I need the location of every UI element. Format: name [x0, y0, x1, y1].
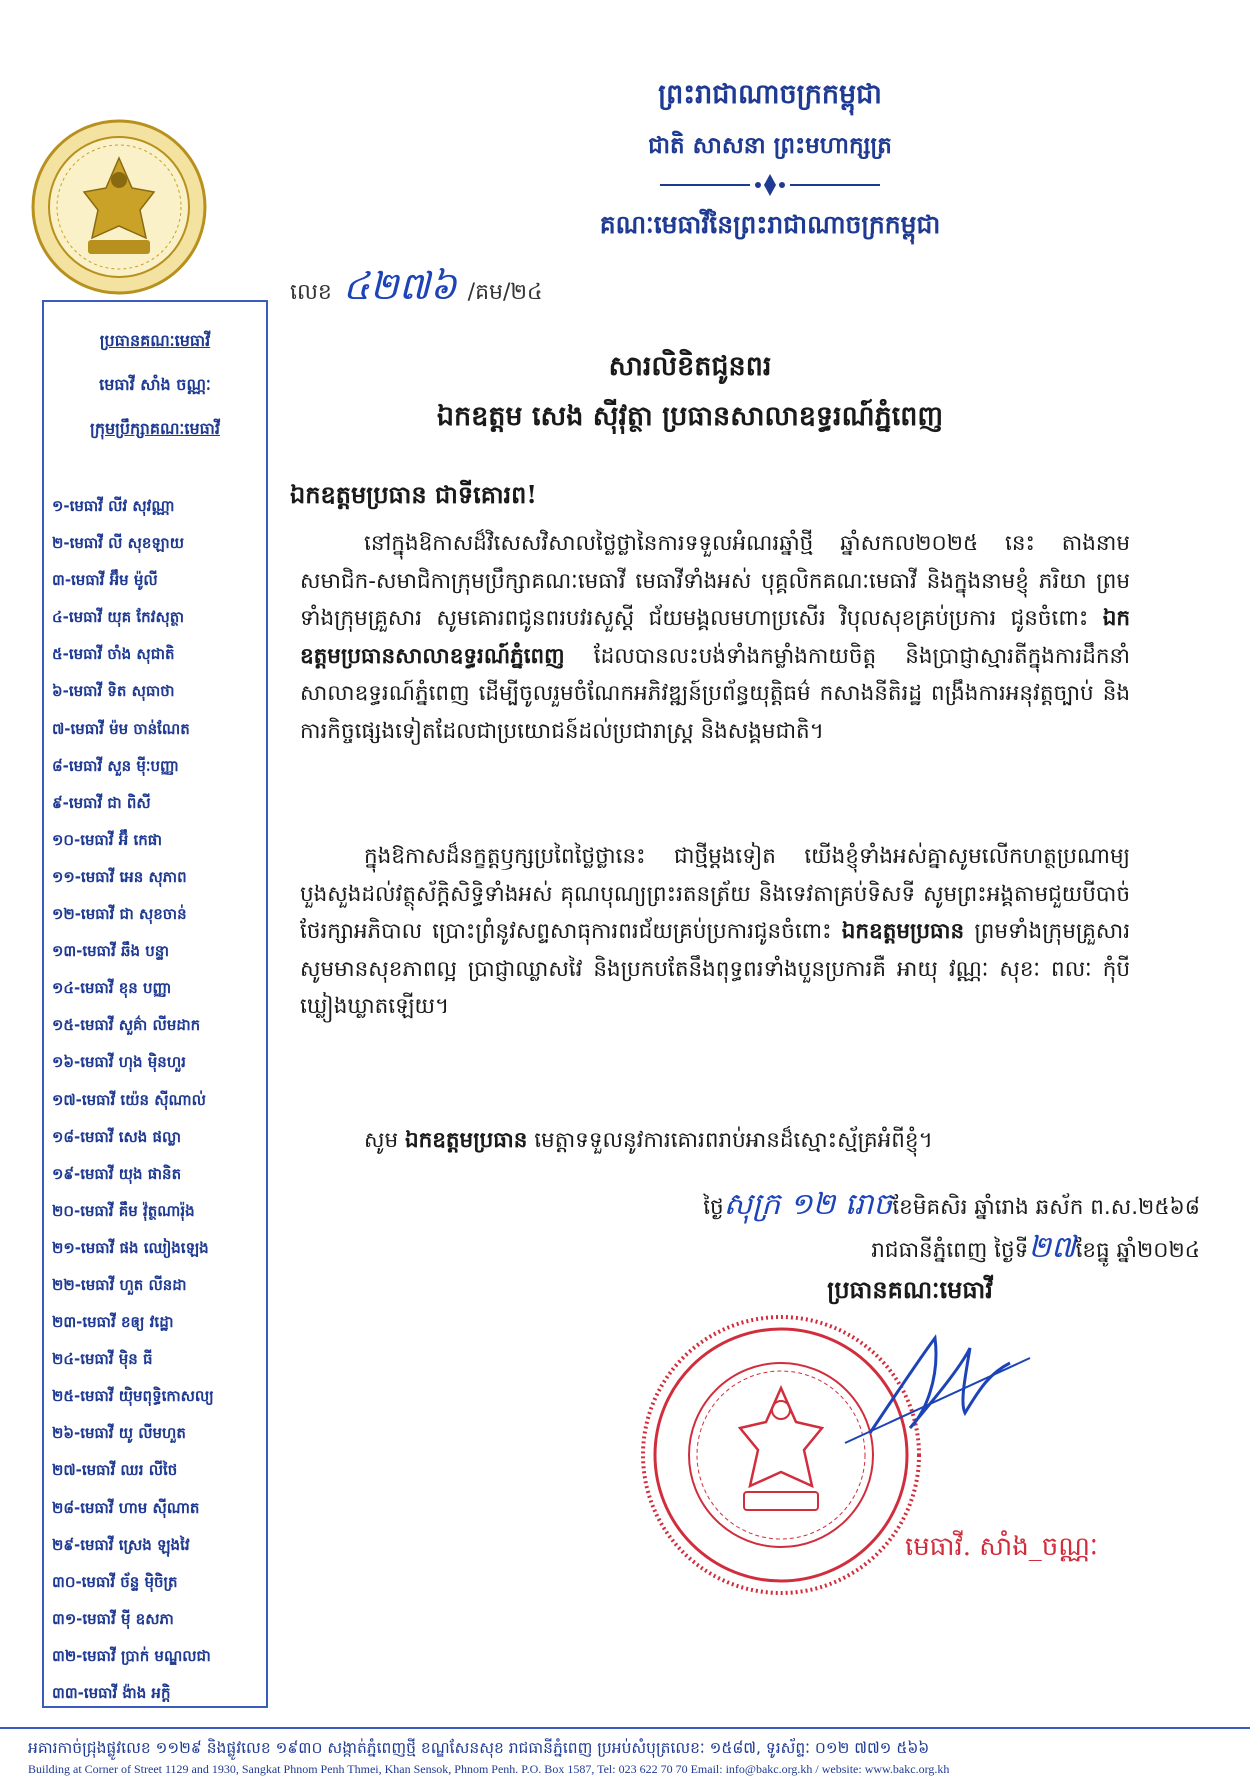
- council-member: ២៦-មេធាវី យូ លីមហួត: [52, 1424, 186, 1443]
- council-member: ២-មេធាវី លី សុខឡាយ: [52, 534, 185, 553]
- council-member-list: [52, 488, 268, 1712]
- kingdom-title: ព្រះរាជាណាចក្រកម្ពុជា: [658, 79, 882, 110]
- council-member: ៧-មេធាវី ម៉ម ចាន់ណែត: [52, 719, 190, 738]
- council-sidebar: [42, 300, 268, 1708]
- p3-text-b: មេត្តាទទួលនូវការគោរពរាប់អានដ៏ស្មោះស្ម័គ្រអំពីខ្ញុំ។: [534, 1128, 933, 1153]
- signer-name: មេធាវី. សាំង_ចណ្ណៈ: [905, 1532, 1098, 1562]
- organization-name: គណៈមេធាវីនៃព្រះរាជាណាចក្រកម្ពុជា: [599, 210, 941, 239]
- ref-suffix: /គម/២៤: [467, 280, 543, 305]
- council-member: ២២-មេធាវី ហួត លីនដា: [52, 1275, 187, 1294]
- council-member: ៣២-មេធាវី ប្រាក់ មណ្ឌលជា: [52, 1646, 211, 1665]
- handwritten-signature-icon: [840, 1318, 1040, 1448]
- salutation: ឯកឧត្តមប្រធាន ជាទីគោរព!: [290, 480, 537, 509]
- p1-bold: ឯកឧត្តមប្រធានសាលាឧទ្ធរណ៍ភ្នំពេញ: [300, 606, 1130, 669]
- council-heading: ក្រុមប្រឹក្សាគណៈមេធាវី: [90, 419, 220, 438]
- council-member: ៣-មេធាវី អ៊ឹម ម៉ូលី: [52, 571, 158, 590]
- p3-bold: ឯកឧត្តមប្រធាន: [404, 1128, 528, 1153]
- president-heading: ប្រធានគណៈមេធាវី: [99, 331, 211, 350]
- council-member: ១-មេធាវី លីវ សុវណ្ណា: [52, 497, 175, 515]
- national-motto: ជាតិ សាសនា ព្រះមហាក្សត្រ: [648, 132, 892, 159]
- p2-text-a: ក្នុងឱកាសដ៏នក្ខត្តឫក្សប្រពៃថ្លៃថ្លានេះ ជាថ្មីម្តងទៀត យើងខ្ញុំទាំងអស់គ្នាសូមលើកហត្ថប្រណាម្យបួងសួងដល់វត្ថុស័ក្តិសិទ្ធិទាំងអស់ គុណបុណ្យព្រះរតនត្រ័យ និងទេវតាគ្រប់ទិសទី សូមព្រះអង្គតាមជួយបីបាច់ថែរក្សាអភិបាល ប្រោះព្រំនូវសព្ទសាធុការពរជ័យគ្រប់ប្រការជូនចំពោះ: [300, 844, 1130, 944]
- letter-recipient: ឯកឧត្តម សេង ស៊ីវុត្ថា ប្រធានសាលាឧទ្ធរណ៍ភ្នំពេញ: [436, 401, 944, 432]
- council-member: ៥-មេធាវី ចាំង សុជាតិ: [52, 645, 175, 664]
- council-member: ១៦-មេធាវី ហុង ម៉ិនហួរ: [52, 1053, 186, 1072]
- p1-text-a: នៅក្នុងឱកាសដ៏វិសេសវិសាលថ្លៃថ្លានៃការទទួលអំណរឆ្នាំថ្មី ឆ្នាំសកល២០២៥ នេះ តាងនាមសមាជិក-សមាជិកាក្រុមប្រឹក្សាគណៈមេធាវី មេធាវីទាំងអស់ បុគ្គលិកគណៈមេធាវី និងក្នុងនាមខ្ញុំ ភរិយា ព្រមទាំងក្រុមគ្រួសារ សូមគោរពជូនពរបវរសួស្តី ជ័យមង្គលមហាប្រសើរ វិបុលសុខគ្រប់ប្រការ ជូនចំពោះ: [300, 531, 1130, 631]
- paragraph-2: [300, 838, 1130, 1026]
- footer-address-english: Building at Corner of Street 1129 and 1930, Sangkat Phnom Penh Thmei, Khan Sensok, Phnom Penh. P.O. Box 1587, Tel: 023 622 70 70 Email: info@bakc.org.kh / website: www.bakc.org.kh: [28, 1762, 950, 1776]
- council-member: ២១-មេធាវី ផង ឈៀងឡេង: [52, 1238, 209, 1257]
- council-member: ១៥-មេធាវី សួគ៌ា លីមដាក: [52, 1016, 201, 1035]
- bar-association-emblem: [30, 118, 208, 296]
- header-ornament-icon: [620, 172, 920, 198]
- council-member: ១១-មេធាវី អេន សុភាព: [52, 867, 187, 886]
- council-member: ៣០-មេធាវី ច័ន្ទ ម៉ិចិត្រ: [52, 1572, 178, 1591]
- footer-address-khmer: អគារកាច់ជ្រុងផ្លូវលេខ ១១២៩ និងផ្លូវលេខ ១៩៣០ សង្កាត់ភ្នំពេញថ្មី ខណ្ឌសែនសុខ រាជធានីភ្នំពេញ ប្រអប់សំបុត្រលេខៈ ១៥៨៧, ទូរស័ព្ទៈ ០១២ ៧៧១ ៥៦៦: [28, 1739, 930, 1757]
- council-member: ៩-មេធាវី ជា ពិសី: [52, 793, 151, 812]
- council-member: ៨-មេធាវី សួន ម៉ីៈបញ្ញា: [52, 756, 179, 775]
- ref-handwritten-number: ៤២៧៦: [342, 264, 457, 308]
- solar-date: [580, 1228, 1200, 1272]
- council-member: ១២-មេធាវី ជា សុខចាន់: [52, 905, 187, 924]
- p2-text-b: ព្រមទាំងក្រុមគ្រួសារ សូមមានសុខភាពល្អ ប្រាជ្ញាឈ្លាសវៃ និងប្រកបតែនឹងពុទ្ធពរទាំងបួនប្រការគឺ អាយុ វណ្ណៈ សុខៈ ពលៈ កុំបីឃ្លៀងឃ្លាតឡើយ។: [300, 919, 1131, 1019]
- council-member: ២៣-មេធាវី ខឲ្យ វដ្ឋោ: [52, 1313, 174, 1332]
- council-member: ២៨-មេធាវី ហាម ស៊ីណាត: [52, 1498, 200, 1517]
- council-member: ១៤-មេធាវី ខុន បញ្ញា: [52, 979, 172, 998]
- lunar-suffix: ខែមិគសិរ ឆ្នាំរោង ឆស័ក ព.ស.២៥៦៨: [892, 1195, 1200, 1220]
- solar-suffix: ខែធ្នូ ឆ្នាំ២០២៤: [1075, 1238, 1200, 1263]
- paragraph-1: [300, 525, 1130, 750]
- signer-title: ប្រធានគណៈមេធាវី: [827, 1275, 993, 1304]
- solar-prefix: រាជធានីភ្នំពេញ ថ្ងៃទី: [871, 1238, 1029, 1263]
- letter-title: សារលិខិតជូនពរ: [608, 351, 772, 382]
- p2-bold: ឯកឧត្តមប្រធាន: [841, 919, 965, 944]
- council-member: ១៩-មេធាវី យុង ផានិត: [52, 1164, 182, 1183]
- p1-text-b: ដែលបានលះបង់ទាំងកម្លាំងកាយចិត្ត និងប្រាជ្ញាស្មារតីក្នុងការដឹកនាំសាលាឧទ្ធរណ៍ភ្នំពេញ ដើម្បីចូលរួមចំណែកអភិវឌ្ឍន៍ប្រព័ន្ធយុត្តិធម៌ កសាងនីតិរដ្ឋ ពង្រឹងការអនុវត្តច្បាប់ និងការកិច្ចផ្សេងទៀតដែលជាប្រយោជន៍ដល់ប្រជារាស្ត្រ និងសង្គមជាតិ។: [300, 643, 1130, 744]
- lunar-prefix: ថ្ងៃ: [703, 1195, 724, 1220]
- council-member: ៦-មេធាវី ទិត សុធាថា: [52, 682, 175, 701]
- footer-divider: [0, 1727, 1250, 1729]
- council-member: ២៩-មេធាវី ស្រេង ឡុងវៃ: [52, 1535, 190, 1554]
- p3-text-a: សូម: [364, 1128, 399, 1153]
- ref-prefix: លេខ: [290, 280, 332, 305]
- council-member: ៣៣-មេធាវី ង៉ាង អក្តិ: [52, 1684, 171, 1702]
- lunar-date: [580, 1185, 1200, 1229]
- council-member: ១៧-មេធាវី យ៉េន ស៊ីណាល់: [52, 1090, 206, 1109]
- council-member: ៣១-មេធាវី ម៉ី ឧសភា: [52, 1609, 174, 1628]
- council-member: ២០-មេធាវី គឹម វ៉ុត្ថណារ៉ុង: [52, 1201, 195, 1220]
- president-name: មេធាវី សាំង ចណ្ណៈ: [99, 375, 211, 394]
- council-member: ១៣-មេធាវី ឆឹង បន្ទា: [52, 942, 170, 961]
- council-member: ២៤-មេធាវី ម៉ិន ធី: [52, 1350, 153, 1369]
- council-member: ១០-មេធាវី អ៊ឹ កេផា: [52, 830, 163, 849]
- council-member: ២៥-មេធាវី យ៉ិមពុទ្ធិកោសល្យ: [52, 1387, 214, 1406]
- paragraph-3: [364, 1122, 1124, 1160]
- reference-number: [290, 262, 543, 318]
- lunar-handwritten: សុក្រ ១២ រោច: [723, 1187, 893, 1222]
- council-member: ៤-មេធាវី យុគ កែវសុត្ថា: [52, 608, 185, 627]
- council-member: ១៨-មេធាវី សេង ផល្លា: [52, 1127, 182, 1146]
- council-member: ២៧-មេធាវី ឈរ លីថៃ: [52, 1461, 178, 1480]
- solar-day-handwritten: ២៧: [1028, 1230, 1076, 1265]
